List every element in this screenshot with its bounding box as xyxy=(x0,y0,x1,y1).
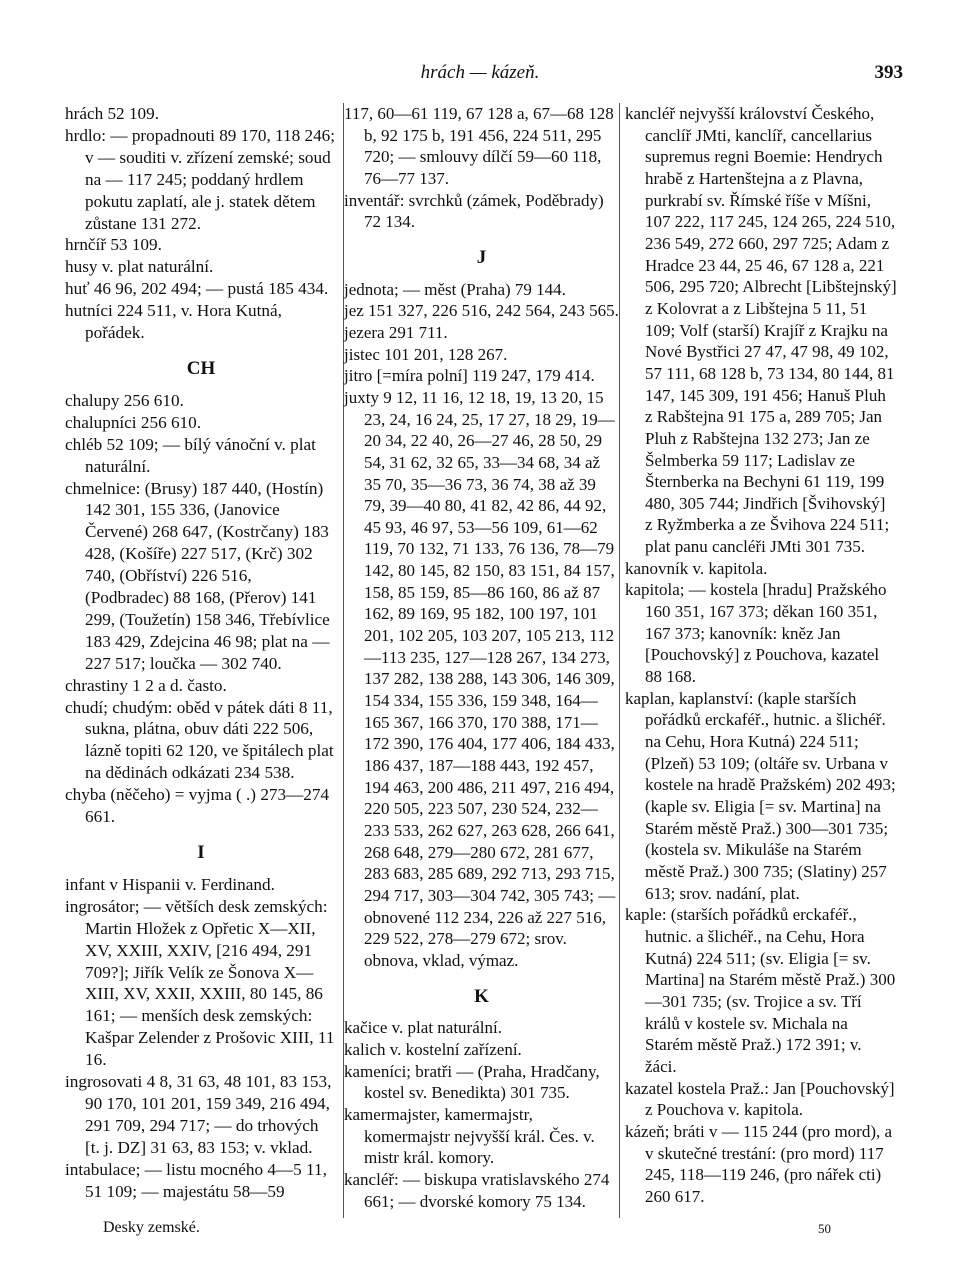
index-entry: intabulace; — listu mocného 4—5 11, 51 109; — majestátu 58—59 xyxy=(65,1159,327,1201)
index-entry: kapitola; — kostela [hradu] Pražského 160 351, 167 373; děkan 160 351, 167 373; kanovník: kněz Jan [Pouchovský] z Pouchova, kazatel 88 168. xyxy=(625,580,887,687)
index-entry: hutníci 224 511, v. Hora Kutná, pořádek. xyxy=(65,301,282,343)
index-entry: infant v Hispanii v. Ferdinand. xyxy=(65,874,275,894)
index-entry: kázeň; bráti v — 115 244 (pro mord), a v skutečné trestání: (pro mord) 117 245, 118—119 246, (pro nářek cti) 260 617. xyxy=(625,1121,893,1206)
section-letter: K xyxy=(474,985,489,1007)
column-middle xyxy=(343,103,620,1218)
index-entry: huť 46 96, 202 494; — pustá 185 434. xyxy=(65,279,329,299)
index-entry: jednota; — měst (Praha) 79 144. xyxy=(344,279,566,299)
page-header xyxy=(0,62,960,92)
section-letter: CH xyxy=(186,357,216,379)
index-entry: chmelnice: (Brusy) 187 440, (Hostín) 142 301, 155 336, (Janovice Červené) 268 647, (Kostrčany) 183 428, (Košíře) 227 517, (Krč) 302 740, (Obříství) 226 516, (Podbradec) 88 168, (Přerov) 141 299, (Toužetín) 158 346, Třebívlice 183 429, Zdejcina 46 98; plat na — 227 517; loučka — 302 740. xyxy=(65,478,330,673)
footer-signature: Desky zemské. xyxy=(103,1219,200,1236)
index-entry: jitro [=míra polní] 119 247, 179 414. xyxy=(344,366,595,386)
index-entry: hrách 52 109. xyxy=(65,104,160,123)
index-entry: 117, 60—61 119, 67 128 a, 67—68 128 b, 92 175 b, 191 456, 224 511, 295 720; — smlouvy dílčí 59—60 118, 76—77 137. xyxy=(344,104,614,188)
index-entry: kancléř: — biskupa vratislavského 274 661; — dvorské komory 75 134. xyxy=(344,1169,610,1211)
index-entry: kaple: (starších pořádků erckaféř., hutnic. a šlichéř., na Cehu, Hora Kutná) 224 511; (sv. Eligia [= sv. Martina] na Starém městě Praž.) 300—301 735; (sv. Trojice a sv. Tří králů v kostele sv. Michala na Starém městě Praž.) 172 391; v. žáci. xyxy=(625,905,896,1076)
index-entry: kanovník v. kapitola. xyxy=(625,558,768,578)
index-entry: kačice v. plat naturální. xyxy=(344,1018,502,1038)
index-entry: kazatel kostela Praž.: Jan [Pouchovský] z Pouchova v. kapitola. xyxy=(625,1078,895,1120)
index-entry: ingrosátor; — větších desk zemských: Martin Hložek z Opřetic X—XII, XV, XXIII, XXIV, [216 494, 291 709?]; Jiřík Velík ze Šonova X—XIII, XV, XXII, XXIII, 80 145, 86 161; — menších desk zemských: Kašpar Zelender z Prošovic XIII, 11 16. xyxy=(65,896,335,1070)
index-entry: kaplan, kaplanství: (kaple starších pořádků erckaféř., hutnic. a šlichéř. na Cehu, Hora Kutná) 224 511; (Plzeň) 53 109; (oltáře sv. Urbana v kostele na hradě Pražském) 202 493; (kaple sv. Eligia [= sv. Martina] na Starém městě Praž.) 300—301 735; (kostela sv. Mikuláše na Starém městě Praž.) 300 735; (Slatiny) 257 613; srov. nadání, plat. xyxy=(625,688,896,903)
index-entry: hrnčíř 53 109. xyxy=(65,235,162,255)
index-entry: juxty 9 12, 11 16, 12 18, 19, 13 20, 15 23, 24, 16 24, 25, 17 27, 18 29, 19—20 34, 22 40, 26—27 46, 28 50, 29 54, 31 62, 32 65, 33—34 68, 34 až 35 70, 35—36 73, 36 74, 38 až 39 79, 39—40 80, 41 82, 42 86, 44 92, 45 93, 46 97, 53—56 109, 61—62 119, 70 132, 71 133, 76 136, 78—79 142, 80 145, 82 150, 83 151, 84 157, 158, 85 159, 85—86 160, 86 až 87 162, 89 169, 95 182, 100 197, 101 201, 102 205, 103 207, 105 213, 112—113 235, 127—128 267, 134 273, 137 282, 138 288, 143 306, 146 309, 154 334, 155 336, 159 348, 164—165 367, 166 370, 170 388, 171—172 390, 176 404, 177 406, 184 433, 186 437, 187—188 443, 192 457, 194 463, 200 486, 211 497, 216 494, 220 505, 223 507, 230 524, 232—233 533, 262 627, 263 628, 266 641, 268 648, 279—280 672, 281 677, 283 683, 285 689, 292 713, 293 715, 294 717, 303—304 742, 305 743; — obnovené 112 234, 226 až 227 516, 229 522, 278—279 672; srov. obnova, vklad, výmaz. xyxy=(344,387,616,970)
section-letter: J xyxy=(476,246,487,268)
index-entry: ingrosovati 4 8, 31 63, 48 101, 83 153, 90 170, 101 201, 159 349, 216 494, 291 709, 294 717; — do trhových [t. j. DZ] 31 63, 83 153; v. vklad. xyxy=(65,1072,332,1157)
index-entry: jez 151 327, 226 516, 242 564, 243 565. xyxy=(344,301,619,321)
index-entry: jezera 291 711. xyxy=(344,322,448,342)
index-entry: chléb 52 109; — bílý vánoční v. plat naturální. xyxy=(65,434,316,476)
index-entry: jistec 101 201, 128 267. xyxy=(344,344,508,364)
footer-sheet-number: 50 xyxy=(818,1221,831,1236)
index-entry: kameníci; bratři — (Praha, Hradčany, kostel sv. Benedikta) 301 735. xyxy=(344,1061,600,1103)
index-entry: chrastiny 1 2 a d. často. xyxy=(65,675,227,695)
index-entry: inventář: svrchků (zámek, Poděbrady) 72 134. xyxy=(344,190,604,232)
index-entry: kancléř nejvyšší království Českého, canclíř JMti, kanclíř, cancellarius supremus regni Boemie: Hendrych hrabě z Hartenštejna a z Plavna, purkrabí sv. Římské říše v Míšni, 107 222, 117 245, 124 265, 224 510, 236 549, 272 660, 297 725; Adam z Hradce 23 44, 25 46, 67 128 a, 221 506, 295 720; Albrecht [Libštejnský] z Kolovrat a z Libštejna 5 11, 51 109; Volf (starší) Krajíř z Krajku na Nové Bystřici 27 47, 47 98, 49 102, 57 111, 68 128 b, 73 134, 80 144, 81 147, 145 309, 191 456; Hanuš Pluh z Rabštejna 91 175 a, 289 705; Jan Pluh z Rabštejna 132 273; Jan ze Šelmberka 59 117; Ladislav ze Šternberka na Bechyni 61 119, 199 480, 305 744; Jindřich [Švihovský] z Ryžmberka a ze Švihova 224 511; plat panu cancléři JMti 301 735. xyxy=(625,104,897,557)
index-entry: chyba (něčeho) = vyjma ( .) 273—274 661. xyxy=(65,785,330,827)
running-title: hrách — kázeň. xyxy=(420,62,540,83)
page-number: 393 xyxy=(874,62,903,83)
index-entry: chudí; chudým: oběd v pátek dáti 8 11, sukna, plátna, obuv dáti 222 506, lázně topiti 62 120, ve špitálech plat na dědinách odkázati 234 538. xyxy=(65,697,334,783)
index-entry: kalich v. kostelní zařízení. xyxy=(344,1039,522,1059)
index-entry: hrdlo: — propadnouti 89 170, 118 246; v — souditi v. zřízení zemské; soud na — 117 245; poddaný hrdlem pokutu zaplatí, ale j. statek dětem zůstane 131 272. xyxy=(65,125,336,233)
section-letter: I xyxy=(197,842,205,863)
index-entry: husy v. plat naturální. xyxy=(65,257,214,277)
column-right xyxy=(625,103,897,1207)
index-entry: chalupníci 256 610. xyxy=(65,412,202,432)
column-left xyxy=(65,103,337,1203)
index-entry: kamermajster, kamermajstr, komermajstr nejvyšší král. Čes. v. mistr král. komory. xyxy=(344,1104,595,1168)
index-entry: chalupy 256 610. xyxy=(65,390,184,410)
